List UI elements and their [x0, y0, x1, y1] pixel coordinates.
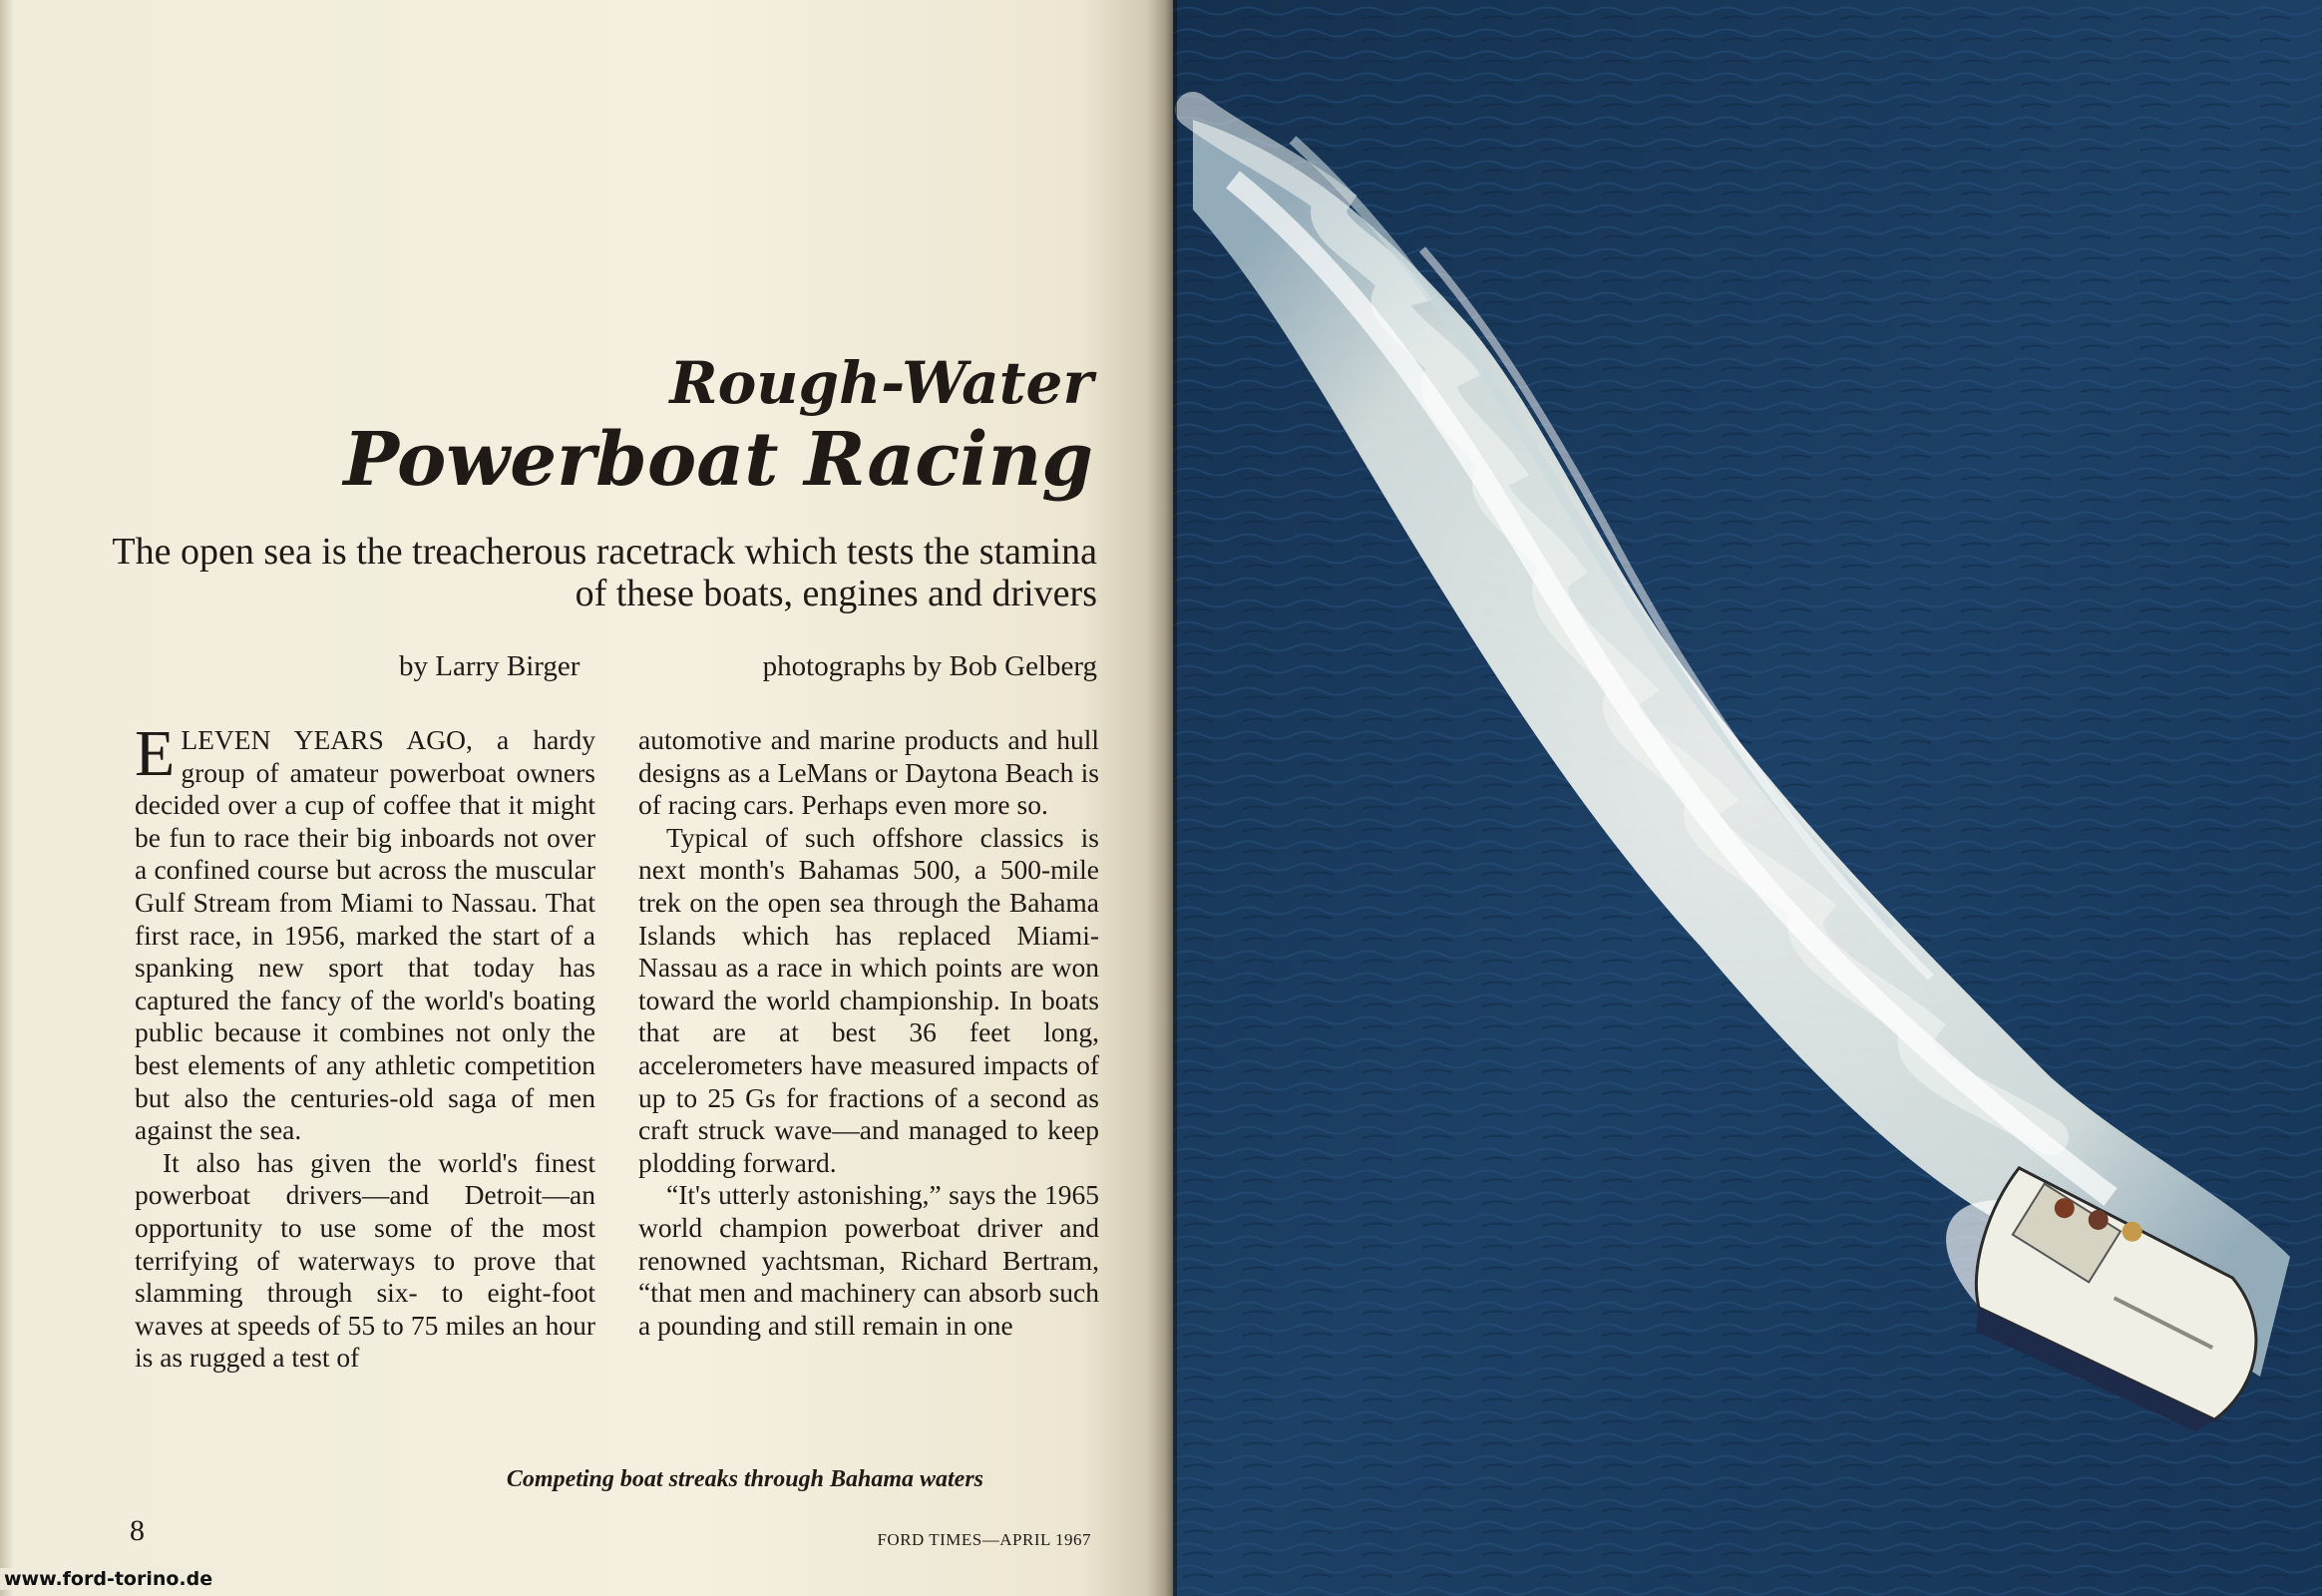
spine-shadow	[1147, 0, 1177, 1596]
photographer-credit: photographs by Bob Gelberg	[762, 650, 1097, 682]
paragraph: It also has given the world's finest powerboat drivers—and Detroit—an opportunity to use some of the most terrifying of waterways to prove that slamming through six- to eight-foot waves at speeds of 55 to 75 miles an hour is as rugged a test of	[135, 1146, 595, 1374]
author-byline: by Larry Birger	[399, 650, 580, 682]
text-column-1	[135, 717, 595, 1375]
article-title-line2: Powerboat Racing	[343, 417, 1093, 503]
lead-in-smallcaps: LEVEN YEARS AGO	[181, 724, 466, 755]
show-through-text	[638, 96, 866, 160]
page-number: 8	[130, 1514, 145, 1547]
paragraph: Typical of such offshore classics is next month's Bahamas 500, a 500-mile trek on the open sea through the Bahama Islands which has replaced Miami-Nassau as a race in which points are won toward the world championship. In boats that are at best 36 feet long, accelerometers have measured impacts of up to 25 Gs for fractions of a second as craft struck wave—and managed to keep plodding forward.	[638, 821, 1099, 1178]
article-title-line1: Rough-Water	[669, 349, 1093, 417]
paragraph: “It's utterly astonishing,” says the 1965 world champion powerboat driver and renowned yachtsman, Richard Bertram, “that men and machinery can absorb such a pounding and still remain in one	[638, 1179, 1099, 1341]
page-footer: FORD TIMES—APRIL 1967	[877, 1530, 1091, 1549]
photo-caption: Competing boat streaks through Bahama waters	[506, 1466, 983, 1492]
article-dek: The open sea is the treacherous racetrack which tests the stamina of these boats, engines and drivers	[112, 531, 1097, 614]
text-column-2	[638, 724, 1099, 1342]
paragraph: automotive and marine products and hull designs as a LeMans or Daytona Beach is of racing cars. Perhaps even more so.	[638, 724, 1099, 821]
powerboat-photo	[1173, 0, 2322, 1596]
paragraph-text: , a hardy group of amateur powerboat owners decided over a cup of coffee that it might be fun to race their big inboards not over a confined course but across the muscular Gulf Stream from Miami to Nassau. That first race, in 1956, marked the start of a spanking new sport that today has captured the fancy of the world's boating public because it combines not only the best elements of any athletic competition but also the centuries-old saga of men against the sea.	[135, 724, 595, 1146]
drop-cap: E	[135, 717, 176, 790]
paragraph	[135, 717, 595, 1147]
source-watermark: www.ford-torino.de	[0, 1568, 216, 1590]
